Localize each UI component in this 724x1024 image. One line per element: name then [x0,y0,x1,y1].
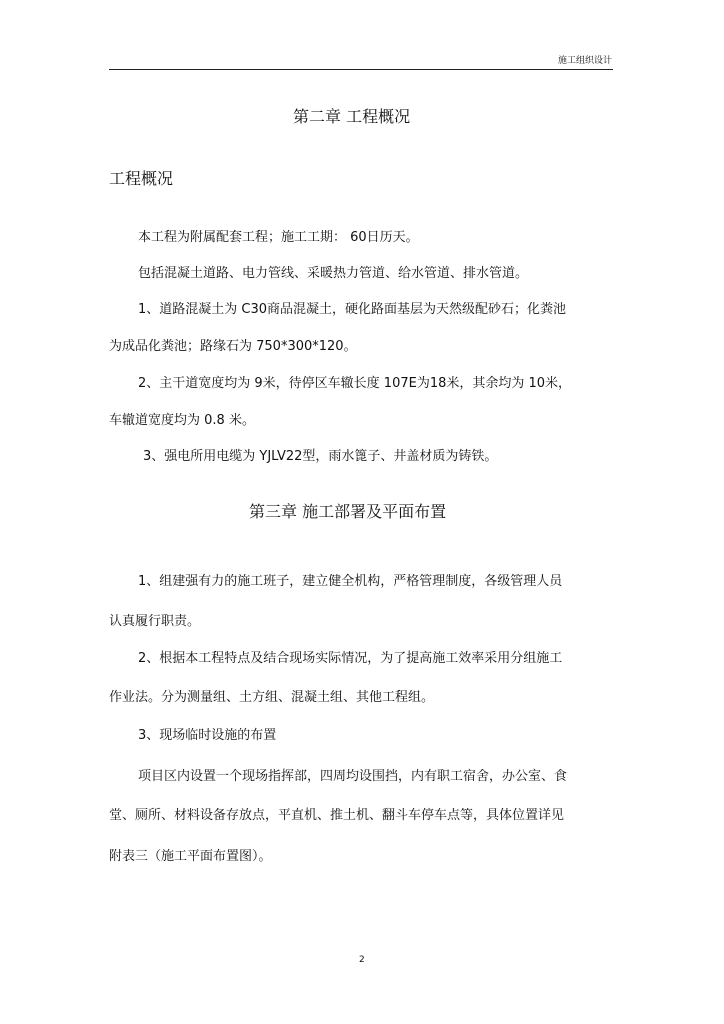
paragraph: 作业法。分为测量组、土方组、混凝土组、其他工程组。 [109,690,435,705]
paragraph: 为成品化粪池；路缘石为 750*300*120。 [109,339,357,354]
paragraph: 包括混凝土道路、电力管线、采暖热力管道、给水管道、排水管道。 [138,266,529,281]
paragraph: 堂、厕所、材料设备存放点，平直机、推土机、翻斗车停车点等，具体位置详见 [109,808,565,823]
paragraph: 3、现场临时设施的布置 [138,728,277,743]
paragraph: 车辙道宽度均为 0.8 米。 [109,413,255,428]
chapter-3-title: 第三章 施工部署及平面布置 [249,502,447,521]
section-title: 工程概况 [109,169,174,188]
paragraph: 认真履行职责。 [109,614,201,629]
header-rule [109,69,613,70]
paragraph: 1、道路混凝土为 C30商品混凝土，硬化路面基层为天然级配砂石；化粪池 [138,302,567,317]
page-number: 2 [359,955,365,965]
paragraph: 项目区内设置一个现场指挥部，四周均设围挡，内有职工宿舍，办公室、食 [138,769,568,784]
paragraph: 1、组建强有力的施工班子，建立健全机构，严格管理制度，各级管理人员 [138,574,563,589]
paragraph: 2、主干道宽度均为 9米，待停区车辙长度 107E为18米，其余均为 10米， [138,376,572,391]
paragraph: 2、根据本工程特点及结合现场实际情况，为了提高施工效率采用分组施工 [138,651,563,666]
paragraph: 附表三（施工平面布置图）。 [109,849,272,864]
chapter-2-title: 第二章 工程概况 [293,107,411,126]
header-title: 施工组织设计 [557,56,612,66]
paragraph: 3、强电所用电缆为 YJLV22型，雨水篦子、井盖材质为铸铁。 [143,449,498,464]
paragraph: 本工程为附属配套工程；施工工期： 60日历天。 [138,230,419,245]
